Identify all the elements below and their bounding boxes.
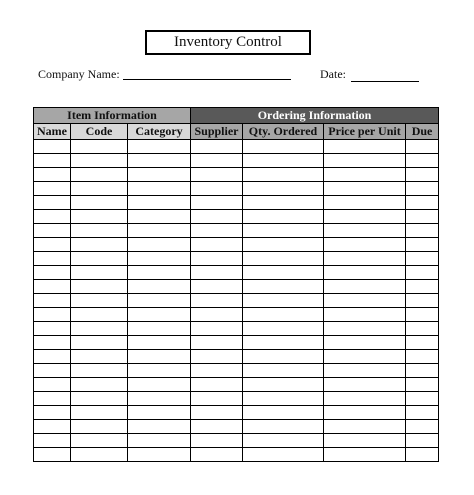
- table-cell[interactable]: [243, 210, 324, 224]
- table-cell[interactable]: [324, 448, 406, 462]
- table-cell[interactable]: [128, 154, 191, 168]
- table-cell[interactable]: [71, 168, 128, 182]
- table-cell[interactable]: [406, 154, 439, 168]
- table-row: [34, 294, 439, 308]
- table-cell[interactable]: [406, 238, 439, 252]
- table-cell[interactable]: [34, 294, 71, 308]
- table-row: [34, 322, 439, 336]
- table-cell[interactable]: [243, 182, 324, 196]
- table-cell[interactable]: [406, 420, 439, 434]
- table-cell[interactable]: [128, 322, 191, 336]
- inventory-table: [33, 107, 439, 462]
- table-cell[interactable]: [191, 308, 243, 322]
- table-cell[interactable]: [243, 294, 324, 308]
- table-cell[interactable]: [34, 196, 71, 210]
- table-cell[interactable]: [71, 378, 128, 392]
- group-header-row: [34, 108, 439, 124]
- column-header-row: [34, 124, 439, 140]
- table-cell[interactable]: [324, 392, 406, 406]
- table-cell[interactable]: [128, 210, 191, 224]
- table-cell[interactable]: [243, 308, 324, 322]
- table-cell[interactable]: [324, 168, 406, 182]
- table-cell[interactable]: [71, 224, 128, 238]
- table-row: [34, 224, 439, 238]
- table-cell[interactable]: [191, 280, 243, 294]
- company-name-label: Company Name:: [38, 67, 120, 81]
- table-cell[interactable]: [71, 434, 128, 448]
- table-cell[interactable]: [191, 168, 243, 182]
- table-cell[interactable]: [406, 196, 439, 210]
- table-row: [34, 280, 439, 294]
- table-cell[interactable]: [71, 182, 128, 196]
- table-cell[interactable]: [406, 308, 439, 322]
- table-cell[interactable]: [71, 392, 128, 406]
- table-row: [34, 406, 439, 420]
- table-cell[interactable]: [243, 420, 324, 434]
- table-cell[interactable]: [128, 182, 191, 196]
- table-cell[interactable]: [406, 168, 439, 182]
- table-cell[interactable]: [128, 252, 191, 266]
- table-cell[interactable]: [406, 364, 439, 378]
- table-cell[interactable]: [243, 280, 324, 294]
- table-row: [34, 392, 439, 406]
- column-header-price-per-unit: Price per Unit: [324, 124, 406, 140]
- table-cell[interactable]: [71, 210, 128, 224]
- table-cell[interactable]: [406, 266, 439, 280]
- table-cell[interactable]: [128, 280, 191, 294]
- table-cell[interactable]: [191, 154, 243, 168]
- table-cell[interactable]: [406, 224, 439, 238]
- table-cell[interactable]: [191, 336, 243, 350]
- table-cell[interactable]: [128, 378, 191, 392]
- table-cell[interactable]: [406, 448, 439, 462]
- table-cell[interactable]: [243, 322, 324, 336]
- table-cell[interactable]: [71, 238, 128, 252]
- table-cell[interactable]: [34, 266, 71, 280]
- table-cell[interactable]: [243, 168, 324, 182]
- table-row: [34, 378, 439, 392]
- column-header-due: Due: [406, 124, 439, 140]
- table-cell[interactable]: [324, 322, 406, 336]
- table-cell[interactable]: [34, 364, 71, 378]
- table-cell[interactable]: [34, 280, 71, 294]
- table-cell[interactable]: [34, 252, 71, 266]
- table-cell[interactable]: [128, 406, 191, 420]
- table-cell[interactable]: [243, 252, 324, 266]
- table-cell[interactable]: [406, 434, 439, 448]
- table-cell[interactable]: [71, 266, 128, 280]
- table-cell[interactable]: [324, 350, 406, 364]
- table-cell[interactable]: [34, 168, 71, 182]
- table-cell[interactable]: [128, 168, 191, 182]
- column-header-supplier: Supplier: [191, 124, 243, 140]
- table-cell[interactable]: [191, 406, 243, 420]
- table-cell[interactable]: [243, 448, 324, 462]
- table-row: [34, 140, 439, 154]
- table-cell[interactable]: [191, 196, 243, 210]
- table-row: [34, 210, 439, 224]
- table-cell[interactable]: [243, 196, 324, 210]
- table-cell[interactable]: [191, 252, 243, 266]
- table-cell[interactable]: [243, 154, 324, 168]
- table-row: [34, 252, 439, 266]
- table-cell[interactable]: [191, 420, 243, 434]
- table-cell[interactable]: [324, 406, 406, 420]
- table-cell[interactable]: [34, 392, 71, 406]
- table-cell[interactable]: [243, 364, 324, 378]
- table-cell[interactable]: [34, 238, 71, 252]
- table-cell[interactable]: [71, 154, 128, 168]
- table-cell[interactable]: [128, 224, 191, 238]
- table-cell[interactable]: [324, 266, 406, 280]
- table-cell[interactable]: [71, 140, 128, 154]
- table-cell[interactable]: [71, 406, 128, 420]
- table-cell[interactable]: [34, 350, 71, 364]
- table-row: [34, 350, 439, 364]
- table-cell[interactable]: [324, 210, 406, 224]
- table-row: [34, 364, 439, 378]
- table-cell[interactable]: [406, 210, 439, 224]
- table-cell[interactable]: [324, 336, 406, 350]
- table-cell[interactable]: [34, 448, 71, 462]
- table-cell[interactable]: [243, 224, 324, 238]
- table-cell[interactable]: [128, 420, 191, 434]
- table-cell[interactable]: [243, 238, 324, 252]
- table-cell[interactable]: [324, 434, 406, 448]
- table-cell[interactable]: [191, 266, 243, 280]
- table-cell[interactable]: [191, 378, 243, 392]
- table-cell[interactable]: [406, 406, 439, 420]
- table-cell[interactable]: [406, 322, 439, 336]
- table-row: [34, 434, 439, 448]
- table-cell[interactable]: [406, 252, 439, 266]
- table-cell[interactable]: [128, 308, 191, 322]
- date-field[interactable]: [351, 81, 419, 82]
- table-cell[interactable]: [324, 154, 406, 168]
- table-cell[interactable]: [191, 434, 243, 448]
- table-row: [34, 308, 439, 322]
- table-cell[interactable]: [324, 420, 406, 434]
- table-cell[interactable]: [406, 392, 439, 406]
- table-cell[interactable]: [243, 350, 324, 364]
- table-cell[interactable]: [34, 182, 71, 196]
- table-cell[interactable]: [324, 280, 406, 294]
- column-header-code: Code: [71, 124, 128, 140]
- table-cell[interactable]: [128, 336, 191, 350]
- table-cell[interactable]: [128, 364, 191, 378]
- table-cell[interactable]: [34, 336, 71, 350]
- table-cell[interactable]: [71, 252, 128, 266]
- table-cell[interactable]: [243, 336, 324, 350]
- column-header-qty-ordered: Qty. Ordered: [243, 124, 324, 140]
- table-cell[interactable]: [128, 266, 191, 280]
- table-cell[interactable]: [191, 322, 243, 336]
- table-cell[interactable]: [128, 294, 191, 308]
- table-cell[interactable]: [71, 350, 128, 364]
- table-cell[interactable]: [34, 378, 71, 392]
- table-cell[interactable]: [128, 196, 191, 210]
- table-row: [34, 154, 439, 168]
- table-cell[interactable]: [34, 154, 71, 168]
- table-row: [34, 266, 439, 280]
- table-cell[interactable]: [243, 266, 324, 280]
- table-cell[interactable]: [406, 336, 439, 350]
- table-cell[interactable]: [324, 252, 406, 266]
- table-cell[interactable]: [243, 434, 324, 448]
- table-cell[interactable]: [191, 294, 243, 308]
- table-cell[interactable]: [324, 196, 406, 210]
- table-cell[interactable]: [324, 378, 406, 392]
- table-cell[interactable]: [243, 406, 324, 420]
- table-cell[interactable]: [406, 140, 439, 154]
- table-row: [34, 420, 439, 434]
- table-row: [34, 336, 439, 350]
- table-cell[interactable]: [34, 420, 71, 434]
- table-cell[interactable]: [71, 308, 128, 322]
- ordering-information-header: Ordering Information: [191, 108, 439, 124]
- table-cell[interactable]: [406, 350, 439, 364]
- table-row: [34, 168, 439, 182]
- table-cell[interactable]: [71, 196, 128, 210]
- table-cell[interactable]: [128, 448, 191, 462]
- column-header-name: Name: [34, 124, 71, 140]
- inventory-rows: [34, 140, 439, 462]
- table-cell[interactable]: [191, 210, 243, 224]
- table-cell[interactable]: [191, 448, 243, 462]
- table-cell[interactable]: [191, 182, 243, 196]
- table-cell[interactable]: [34, 140, 71, 154]
- table-cell[interactable]: [324, 224, 406, 238]
- column-header-category: Category: [128, 124, 191, 140]
- table-cell[interactable]: [406, 378, 439, 392]
- table-cell[interactable]: [324, 238, 406, 252]
- table-cell[interactable]: [71, 294, 128, 308]
- table-cell[interactable]: [324, 294, 406, 308]
- table-cell[interactable]: [191, 238, 243, 252]
- table-cell[interactable]: [71, 336, 128, 350]
- table-cell[interactable]: [71, 322, 128, 336]
- table-cell[interactable]: [128, 238, 191, 252]
- company-name-field[interactable]: [123, 79, 291, 80]
- table-cell[interactable]: [406, 294, 439, 308]
- table-cell[interactable]: [324, 364, 406, 378]
- table-row: [34, 238, 439, 252]
- table-cell[interactable]: [71, 280, 128, 294]
- form-title-text: Inventory Control: [174, 34, 282, 50]
- table-cell[interactable]: [243, 392, 324, 406]
- table-row: [34, 196, 439, 210]
- table-cell[interactable]: [406, 280, 439, 294]
- table-cell[interactable]: [324, 140, 406, 154]
- table-cell[interactable]: [191, 364, 243, 378]
- table-cell[interactable]: [34, 308, 71, 322]
- form-title: [145, 30, 311, 55]
- table-cell[interactable]: [71, 420, 128, 434]
- table-cell[interactable]: [34, 322, 71, 336]
- table-cell[interactable]: [34, 210, 71, 224]
- table-cell[interactable]: [34, 406, 71, 420]
- date-label: Date:: [320, 67, 346, 81]
- table-cell[interactable]: [191, 140, 243, 154]
- table-cell[interactable]: [128, 140, 191, 154]
- table-cell[interactable]: [34, 224, 71, 238]
- table-row: [34, 182, 439, 196]
- table-cell[interactable]: [128, 350, 191, 364]
- table-cell[interactable]: [71, 364, 128, 378]
- table-row: [34, 448, 439, 462]
- table-cell[interactable]: [71, 448, 128, 462]
- item-information-header: Item Information: [34, 108, 191, 124]
- table-cell[interactable]: [191, 350, 243, 364]
- table-cell[interactable]: [324, 308, 406, 322]
- table-cell[interactable]: [191, 392, 243, 406]
- table-cell[interactable]: [324, 182, 406, 196]
- table-cell[interactable]: [128, 392, 191, 406]
- table-cell[interactable]: [243, 140, 324, 154]
- table-cell[interactable]: [34, 434, 71, 448]
- table-cell[interactable]: [406, 182, 439, 196]
- table-cell[interactable]: [243, 378, 324, 392]
- table-cell[interactable]: [191, 224, 243, 238]
- table-cell[interactable]: [128, 434, 191, 448]
